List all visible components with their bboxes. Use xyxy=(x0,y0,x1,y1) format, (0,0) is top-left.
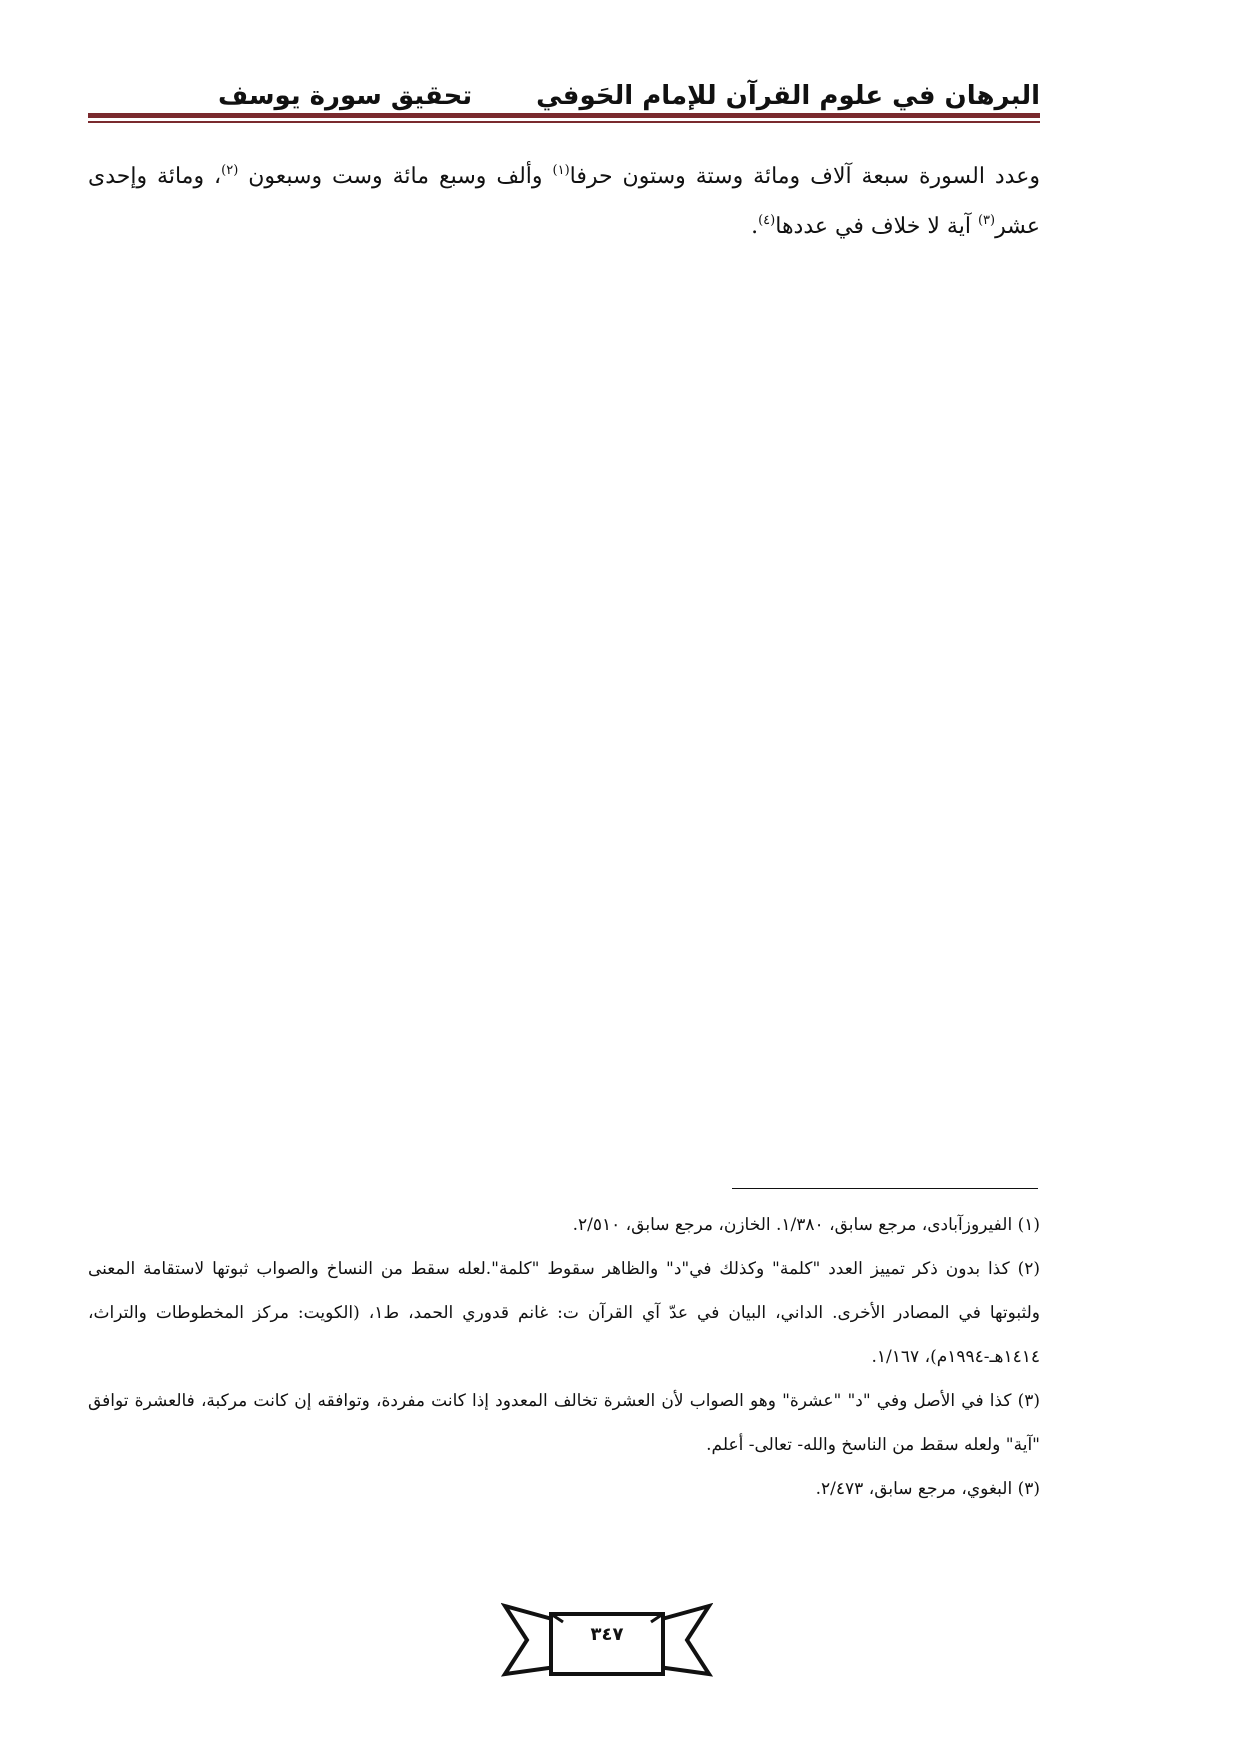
body-text: وألف وسبع مائة وست وسبعون xyxy=(238,164,553,189)
book-title: البرهان في علوم القرآن للإمام الحَوفي xyxy=(536,81,1040,111)
body-paragraph xyxy=(88,152,1040,252)
footnote-1: (١) الفيروزآبادى، مرجع سابق، ١/٣٨٠. الخازن، مرجع سابق، ٢/٥١٠. xyxy=(572,1215,1040,1235)
chapter-title: تحقيق سورة يوسف xyxy=(218,81,473,111)
footnote-ref-3[interactable]: (٣) xyxy=(977,213,996,228)
header-rule-thin xyxy=(88,121,1040,123)
footnote-separator xyxy=(732,1188,1038,1189)
body-text: ، ومائة وإحدى عشر xyxy=(88,164,1040,239)
body-text: وعدد السورة سبعة آلاف ومائة وستة وستون حرفا xyxy=(569,164,1040,189)
page-number: ٣٤٧ xyxy=(590,1624,624,1645)
header-rule xyxy=(88,113,1040,124)
header-rule-thick xyxy=(88,113,1040,118)
footnote-4: (٣) البغوي، مرجع سابق، ٢/٤٧٣. xyxy=(815,1479,1040,1499)
footnote-ref-4[interactable]: (٤) xyxy=(758,213,776,228)
main-text xyxy=(88,152,1040,252)
footnote-3: (٣) كذا في الأصل وفي "د" "عشرة" وهو الصواب لأن العشرة تخالف المعدود إذا كانت مفردة، وتوافقه إن كانت مركبة، فالعشرة توافق "آية" ولعله سقط من الناسخ والله- تعالى- أعلم. xyxy=(88,1391,1040,1455)
page-number-ornament xyxy=(501,1598,713,1680)
footnote-ref-1[interactable]: (١) xyxy=(552,163,570,178)
footnote-ref-2[interactable]: (٢) xyxy=(221,163,239,178)
running-header xyxy=(88,70,1040,116)
footnotes xyxy=(88,1203,1040,1511)
body-text: آية لا خلاف في عددها xyxy=(775,214,978,239)
body-text: . xyxy=(751,214,759,239)
footnote-2: (٢) كذا بدون ذكر تمييز العدد "كلمة" وكذلك في"د" والظاهر سقوط "كلمة".لعله سقط من النساخ والصواب ثبوتها لاستقامة المعنى ولثبوتها في المصادر الأخرى. الداني، البيان في عدّ آي القرآن ت: غانم قدوري الحمد، ط١، (الكويت: مركز المخطوطات والتراث، ١٤١٤هـ-١٩٩٤م)، ١/١٦٧. xyxy=(88,1259,1041,1367)
